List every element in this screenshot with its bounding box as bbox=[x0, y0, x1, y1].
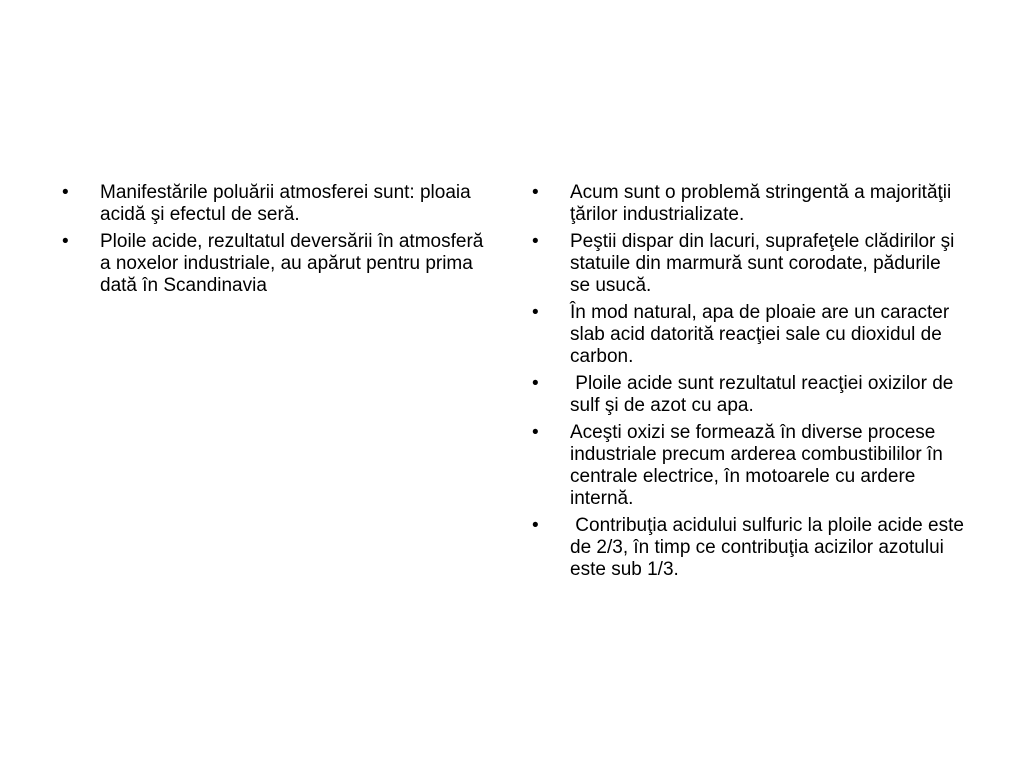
bullet-text: Ploile acide sunt rezultatul reacţiei oxizilor de sulf şi de azot cu apa. bbox=[570, 373, 959, 416]
bullet-text: Contribuţia acidului sulfuric la ploile acide este de 2/3, în timp ce contribuţia acizilor azotului este sub 1/3. bbox=[570, 515, 970, 580]
bullet-item bbox=[532, 302, 964, 368]
bullet-marker: • bbox=[532, 182, 539, 203]
bullet-text: În mod natural, apa de ploaie are un caracter slab acid datorită reacţiei sale cu dioxidul de carbon. bbox=[570, 302, 955, 367]
bullet-text: Peştii dispar din lacuri, suprafeţele clădirilor şi statuile din marmură sunt corodate, pădurile se usucă. bbox=[570, 231, 960, 296]
bullet-marker: • bbox=[532, 422, 539, 443]
bullet-item bbox=[532, 515, 970, 581]
bullet-item bbox=[532, 231, 964, 297]
bullet-marker: • bbox=[532, 515, 539, 536]
bullet-marker: • bbox=[62, 182, 69, 203]
bullet-marker: • bbox=[532, 373, 539, 394]
bullet-item bbox=[62, 182, 492, 226]
bullet-text: Ploile acide, rezultatul deversării în atmosferă a noxelor industriale, au apărut pentru prima dată în Scandinavia bbox=[100, 231, 489, 296]
bullet-item bbox=[532, 373, 964, 417]
left-column-bullet-list bbox=[62, 182, 492, 302]
bullet-item bbox=[62, 231, 492, 297]
bullet-item bbox=[532, 182, 964, 226]
bullet-text: Acum sunt o problemă stringentă a majorităţii ţărilor industrializate. bbox=[570, 182, 957, 225]
bullet-item bbox=[532, 422, 964, 510]
bullet-text: Manifestările poluării atmosferei sunt: ploaia acidă şi efectul de seră. bbox=[100, 182, 476, 225]
bullet-text: Aceşti oxizi se formează în diverse procese industriale precum arderea combustibililor în centrale electrice, în motoarele cu ardere internă. bbox=[570, 422, 949, 509]
bullet-marker: • bbox=[532, 231, 539, 252]
bullet-marker: • bbox=[532, 302, 539, 323]
right-column-bullet-list bbox=[532, 182, 970, 586]
bullet-marker: • bbox=[62, 231, 69, 252]
